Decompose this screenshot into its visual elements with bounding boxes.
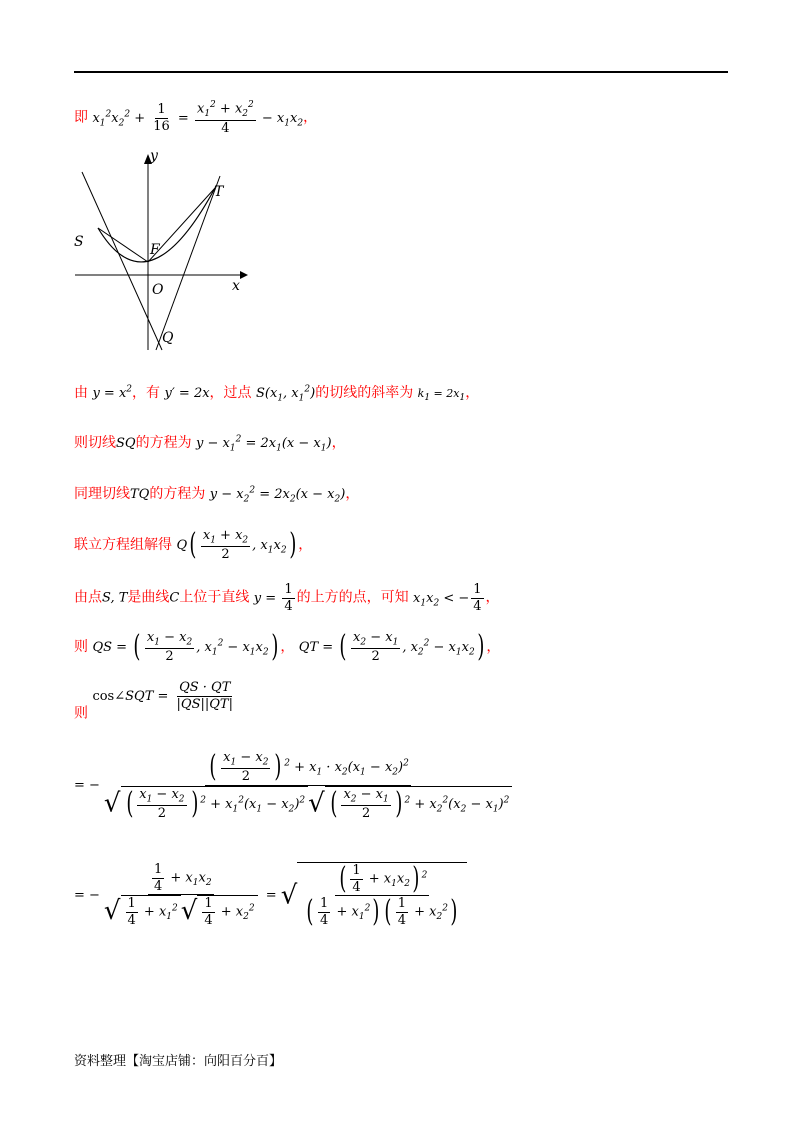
label-f: F (150, 242, 160, 258)
text-line-7: 则 QS = ( $\frac{x_1 - x_2}{2}$ , $x_1^2 - x_1x_2$) ， QT = ( $\frac{x_2 - x_1}{2}$ , $x_2^2 - x_1x_2$) ， (74, 629, 501, 665)
label-o: O (152, 282, 164, 298)
text-line-8: 则 cos∠SQT = $\frac{QS \cdot QT}{|QS||QT|}$ (74, 680, 233, 722)
label-t: T (214, 184, 224, 200)
header-rule (74, 71, 728, 73)
label-q: Q (162, 330, 174, 346)
equation-line-1: 即 $x_1^2x_2^2$ + $\frac{1}{16}$ = $\frac{x_1^2 + x_2^2}{4}$ − $x_1x_2$， (74, 100, 318, 136)
label-s: S (74, 234, 84, 250)
text-line-6: 由点S, T是曲线C上位于直线 y = $\frac{1}{4}$ 的上方的点，可知 $x_1x_2$ < − $\frac{1}{4}$ ， (74, 582, 500, 614)
text-line-5: 联立方程组解得 Q( $\frac{x_1 + x_2}{2}$ , $x_1x_2$) ， (74, 527, 313, 563)
text-line-4: 同理切线TQ的方程为 $y - x_2^2 = 2x_2(x - x_2)$， (74, 485, 360, 505)
label-x: x (232, 278, 240, 294)
text-line-2: 由 $y = x^2$，有 y′ = 2x，过点 $S(x_1$, $x_1^2$)的切线的斜率为 $k_1 = 2x_1$， (74, 384, 480, 404)
footer-text: 资料整理【淘宝店铺：向阳百分百】 (74, 1054, 283, 1069)
equation-line-9: = − ( $\frac{x_1 - x_2}{2}$ ) $^2 + x_1 \cdot x_2(x_1 - x_2)^2$ √ ( $\frac{x_1 - x_2}{2}$ ) $^2 + x_1^2(x_1 - x_2)^2$ √ ( $\frac{x_2 - x_1}{2}$ ) $^2 + x_2^2(x_2 - x_1)^2$ (74, 750, 516, 822)
parabola-figure (70, 150, 250, 355)
equation-line-10: = − $\frac{1}{4}$ + $x_1x_2$ √ $\frac{1}{4}$ + $x_1^2$ √ $\frac{1}{4}$ + $x_2^2$ = √ ( $\frac{1}{4}$ + $x_1x_2$) $^2$ ( $\frac{1}{4}$ + $x_1^2$) ( $\frac{1}{4}$ + $x_2^2$) (74, 862, 467, 928)
text-line-3: 则切线SQ的方程为 $y - x_1^2 = 2x_1(x - x_1)$， (74, 434, 346, 454)
label-y: y (150, 150, 158, 164)
